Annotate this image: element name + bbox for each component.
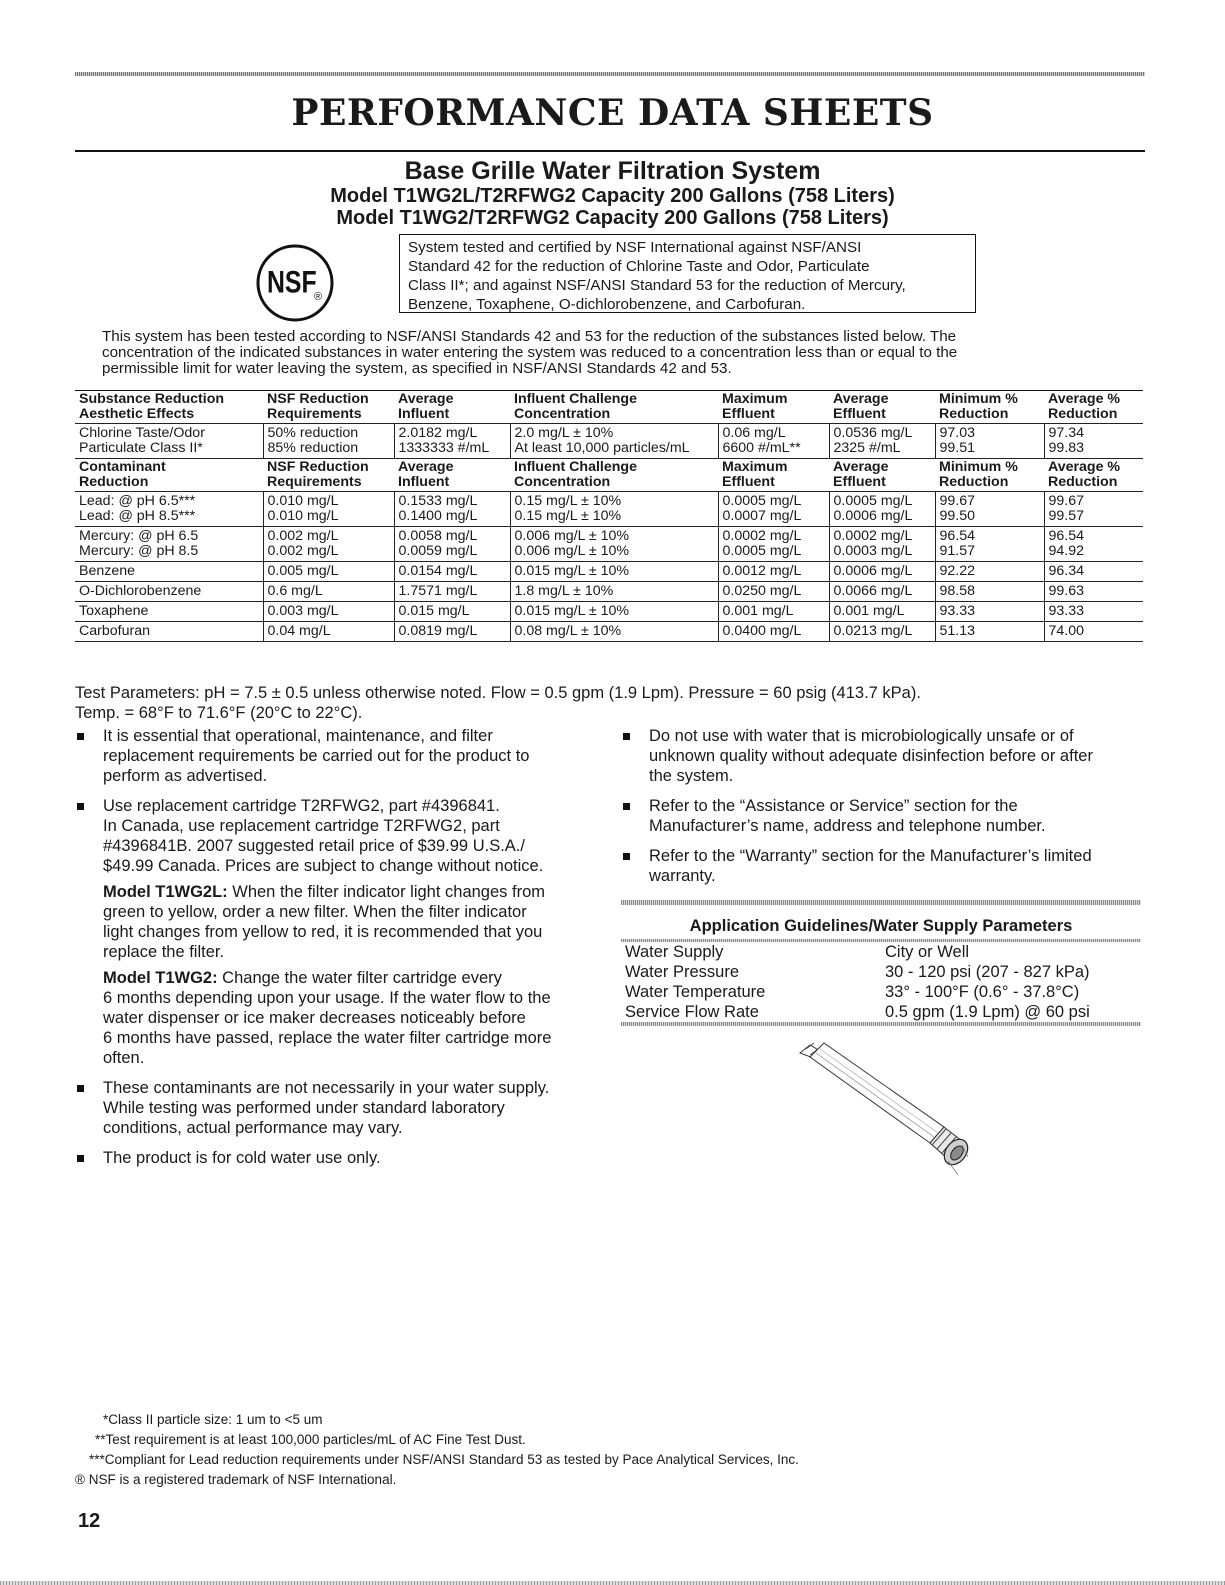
bullet-square-icon [77, 1155, 84, 1162]
certification-line: Class II*; and against NSF/ANSI Standard 53 for the reduction of Mercury, [408, 277, 906, 294]
table-cell-line: 97.03 [939, 425, 976, 441]
guideline-row [621, 982, 1141, 1002]
table-cell-line: Reduction [939, 406, 1009, 422]
table-cell-line: Particulate Class II* [79, 440, 203, 456]
table-cell [75, 527, 263, 562]
table-cell-line: O-Dichlorobenzene [79, 583, 202, 599]
table-cell [263, 492, 394, 527]
bullet-square-icon [77, 733, 84, 740]
table-cell [718, 527, 829, 562]
footnote-class-ii: *Class II particle size: 1 um to <5 um [103, 1412, 323, 1427]
table-cell [935, 459, 1044, 492]
bullet-line: While testing was performed under standard laboratory [103, 1099, 505, 1117]
bullet-item [75, 726, 595, 786]
table-cell [718, 459, 829, 492]
table-cell [75, 424, 263, 459]
certification-line: System tested and certified by NSF International against NSF/ANSI [408, 239, 862, 256]
bullet-square-icon [77, 803, 84, 810]
table-cell-line: Lead: @ pH 8.5*** [79, 508, 196, 524]
title-underline [75, 150, 1145, 152]
table-cell-line: Average [398, 391, 454, 407]
guideline-parameter: Water Temperature [625, 983, 766, 1001]
table-cell-line: Requirements [267, 474, 362, 490]
table-cell-line: 74.00 [1048, 623, 1085, 639]
certification-line: Standard 42 for the reduction of Chlorine Taste and Odor, Particulate [408, 258, 870, 275]
bullet-square-icon [623, 853, 630, 860]
table-cell-line: 85% reduction [267, 440, 359, 456]
table-cell-line: Concentration [514, 474, 611, 490]
bullet-item [75, 1078, 595, 1138]
table-cell-line: 0.005 mg/L [267, 563, 339, 579]
bullet-item [75, 796, 595, 1068]
table-cell [718, 562, 829, 582]
table-cell [1044, 602, 1143, 622]
table-cell-line: Influent [398, 406, 450, 422]
table-cell-line: 1.7571 mg/L [398, 583, 478, 599]
guideline-value: 33° - 100°F (0.6° - 37.8°C) [885, 983, 1080, 1001]
table-cell-line: 93.33 [939, 603, 976, 619]
table-cell-line: 0.04 mg/L [267, 623, 331, 639]
bullet-line: The product is for cold water use only. [103, 1149, 381, 1167]
table-cell-line: 0.0005 mg/L [833, 493, 913, 509]
table-cell [394, 562, 510, 582]
table-cell [394, 602, 510, 622]
table-cell-line: Carbofuran [79, 623, 150, 639]
table-cell [510, 492, 718, 527]
model-instruction [103, 968, 595, 1068]
table-cell-line: 0.0058 mg/L [398, 528, 478, 544]
table-cell-line: Requirements [267, 406, 362, 422]
intro-line: concentration of the indicated substances in water entering the system was reduced to a concentration less than or equal to the [102, 344, 958, 361]
table-cell-line: 0.0002 mg/L [722, 528, 802, 544]
table-cell [935, 562, 1044, 582]
guideline-row [621, 1002, 1141, 1022]
table-cell-line: Influent Challenge [514, 391, 637, 407]
table-cell [718, 602, 829, 622]
table-cell [263, 391, 394, 424]
table-row [75, 582, 1143, 602]
table-cell [1044, 527, 1143, 562]
table-cell [510, 527, 718, 562]
bullet-item [621, 726, 1141, 786]
table-cell [510, 622, 718, 642]
performance-table [75, 390, 1143, 642]
table-cell [829, 582, 935, 602]
footnote-trademark: ® NSF is a registered trademark of NSF International. [75, 1472, 397, 1487]
table-cell-line: 0.015 mg/L ± 10% [514, 563, 630, 579]
table-cell-line: 99.67 [1048, 493, 1085, 509]
guidelines-bottom-rule [621, 1022, 1141, 1026]
table-cell-line: 0.1533 mg/L [398, 493, 478, 509]
table-cell [935, 424, 1044, 459]
table-cell-line: 0.15 mg/L ± 10% [514, 508, 622, 524]
table-cell-line: 96.54 [1048, 528, 1085, 544]
intro-line: This system has been tested according to NSF/ANSI Standards 42 and 53 for the reduction of the substances listed below. The [102, 328, 957, 345]
left-bullet-list [75, 726, 595, 1178]
table-cell-line: Reduction [1048, 474, 1118, 490]
bullet-line: It is essential that operational, maintenance, and filter [103, 727, 493, 745]
model-instruction [103, 882, 595, 962]
table-cell [829, 391, 935, 424]
bullet-line: Do not use with water that is microbiologically unsafe or of [649, 727, 1074, 745]
table-cell-line: 50% reduction [267, 425, 359, 441]
table-cell-line: 0.0007 mg/L [722, 508, 802, 524]
bullet-line: conditions, actual performance may vary. [103, 1119, 403, 1137]
table-cell [263, 459, 394, 492]
bullet-line: the system. [649, 767, 734, 785]
table-cell [510, 562, 718, 582]
nsf-logo-registered-mark: ® [314, 291, 323, 303]
table-cell [263, 582, 394, 602]
bullet-line: Refer to the “Assistance or Service” section for the [649, 797, 1018, 815]
model-instruction-line: light changes from yellow to red, it is recommended that you [103, 923, 543, 941]
guidelines-table [621, 942, 1141, 1022]
test-parameters-line: Test Parameters: pH = 7.5 ± 0.5 unless otherwise noted. Flow = 0.5 gpm (1.9 Lpm). Pressure = 60 psig (413.7 kPa). [75, 684, 921, 702]
table-cell-line: 1333333 #/mL [398, 440, 490, 456]
footnote-test-requirement: **Test requirement is at least 100,000 particles/mL of AC Fine Test Dust. [95, 1432, 526, 1447]
table-cell-line: 99.50 [939, 508, 976, 524]
table-cell [263, 424, 394, 459]
table-cell-line: Maximum [722, 459, 788, 475]
table-cell [75, 562, 263, 582]
table-cell-line: 2.0 mg/L ± 10% [514, 425, 614, 441]
right-bullet-list [621, 726, 1141, 896]
bullet-line: Manufacturer’s name, address and telephone number. [649, 817, 1046, 835]
table-cell [718, 424, 829, 459]
table-cell [829, 459, 935, 492]
table-cell [510, 602, 718, 622]
table-cell-line: Toxaphene [79, 603, 149, 619]
table-cell [510, 424, 718, 459]
bullet-line: warranty. [649, 867, 716, 885]
table-cell [1044, 582, 1143, 602]
table-cell [935, 582, 1044, 602]
table-cell [394, 459, 510, 492]
bullet-line: unknown quality without adequate disinfection before or after [649, 747, 1093, 765]
table-cell [718, 582, 829, 602]
table-cell [394, 527, 510, 562]
water-filter-cartridge-illustration [780, 1035, 970, 1195]
table-cell-line: Minimum % [939, 459, 1018, 475]
table-cell [935, 602, 1044, 622]
model-instruction-line: 6 months have passed, replace the water filter cartridge more [103, 1029, 552, 1047]
model-instruction-line: often. [103, 1049, 145, 1067]
guideline-value: 30 - 120 psi (207 - 827 kPa) [885, 963, 1090, 981]
model-label: Model T1WG2: [103, 969, 218, 987]
table-cell-line: 99.63 [1048, 583, 1085, 599]
table-cell-line: 0.0005 mg/L [722, 493, 802, 509]
table-cell [829, 492, 935, 527]
table-cell-line: Average [833, 391, 889, 407]
table-cell-line: 96.54 [939, 528, 976, 544]
table-row [75, 424, 1143, 459]
table-cell [510, 582, 718, 602]
guideline-row [621, 962, 1141, 982]
table-cell [1044, 424, 1143, 459]
table-cell-line: NSF Reduction [267, 459, 369, 475]
table-cell [75, 391, 263, 424]
table-cell-line: 2.0182 mg/L [398, 425, 478, 441]
table-cell-line: 0.015 mg/L [398, 603, 470, 619]
table-cell-line: Average % [1048, 391, 1121, 407]
table-cell-line: 0.006 mg/L ± 10% [514, 528, 630, 544]
model-label: Model T1WG2L: [103, 883, 228, 901]
table-cell [75, 459, 263, 492]
table-cell-line: Effluent [722, 474, 775, 490]
table-cell [935, 622, 1044, 642]
table-cell-line: 0.0066 mg/L [833, 583, 913, 599]
nsf-logo-icon [255, 243, 335, 323]
table-cell [935, 492, 1044, 527]
table-row [75, 492, 1143, 527]
table-cell-line: 0.001 mg/L [722, 603, 794, 619]
table-cell-line: Maximum [722, 391, 788, 407]
intro-paragraph [102, 329, 1132, 377]
table-cell [829, 527, 935, 562]
table-cell-line: 0.0536 mg/L [833, 425, 913, 441]
table-cell-line: 0.0006 mg/L [833, 563, 913, 579]
table-cell-line: 51.13 [939, 623, 976, 639]
table-cell-line: Mercury: @ pH 6.5 [79, 528, 199, 544]
table-cell-line: 0.1400 mg/L [398, 508, 478, 524]
table-cell [829, 424, 935, 459]
table-cell [935, 391, 1044, 424]
table-cell-line: 96.34 [1048, 563, 1085, 579]
model-instruction-line: water dispenser or ice maker decreases noticeably before [103, 1009, 526, 1027]
table-cell-line: NSF Reduction [267, 391, 369, 407]
guideline-value: 0.5 gpm (1.9 Lpm) @ 60 psi [885, 1003, 1090, 1021]
table-cell-line: 0.0006 mg/L [833, 508, 913, 524]
table-cell-line: 99.67 [939, 493, 976, 509]
table-cell-line: Reduction [79, 474, 149, 490]
bullet-square-icon [623, 733, 630, 740]
table-cell-line: 0.001 mg/L [833, 603, 905, 619]
table-cell-line: Average [833, 459, 889, 475]
nsf-logo-text: NSF [266, 264, 317, 300]
table-cell-line: 99.51 [939, 440, 976, 456]
table-cell [263, 562, 394, 582]
table-cell-line: Reduction [939, 474, 1009, 490]
test-parameters [75, 683, 1135, 723]
table-cell [75, 582, 263, 602]
table-cell-line: 0.003 mg/L [267, 603, 339, 619]
table-cell-line: 0.0213 mg/L [833, 623, 913, 639]
table-cell-line: 94.92 [1048, 543, 1085, 559]
table-cell-line: 0.0250 mg/L [722, 583, 802, 599]
table-cell [718, 622, 829, 642]
guideline-row [621, 942, 1141, 962]
table-cell-line: 0.0002 mg/L [833, 528, 913, 544]
table-cell-line: 0.0154 mg/L [398, 563, 478, 579]
table-cell [718, 391, 829, 424]
guidelines-title: Application Guidelines/Water Supply Parameters [689, 917, 1073, 935]
guideline-parameter: Water Supply [625, 943, 724, 961]
bullet-line: replacement requirements be carried out for the product to [103, 747, 530, 765]
table-cell-line: 99.57 [1048, 508, 1085, 524]
table-cell-line: Average [398, 459, 454, 475]
table-cell-line: 0.002 mg/L [267, 543, 339, 559]
model-instruction-line: 6 months depending upon your usage. If the water flow to the [103, 989, 551, 1007]
table-cell-line: 0.006 mg/L ± 10% [514, 543, 630, 559]
model-instruction-line: replace the filter. [103, 943, 225, 961]
table-row [75, 602, 1143, 622]
table-cell-line: 92.22 [939, 563, 976, 579]
table-cell-line: Influent Challenge [514, 459, 637, 475]
model-instruction-line: Change the water filter cartridge every [217, 969, 502, 987]
table-cell [1044, 492, 1143, 527]
table-header-row [75, 459, 1143, 492]
footnote-lead-compliance: ***Compliant for Lead reduction requirements under NSF/ANSI Standard 53 as tested by Pace Analytical Services, Inc. [89, 1452, 799, 1467]
table-cell-line: Reduction [1048, 406, 1118, 422]
table-cell [394, 622, 510, 642]
table-row [75, 527, 1143, 562]
table-cell-line: Effluent [833, 474, 886, 490]
table-cell [1044, 459, 1143, 492]
table-cell [1044, 391, 1143, 424]
page-title: PERFORMANCE DATA SHEETS [291, 92, 934, 134]
table-cell-line: 98.58 [939, 583, 976, 599]
table-cell [510, 391, 718, 424]
table-cell-line: 0.002 mg/L [267, 528, 339, 544]
table-cell-line: 0.0005 mg/L [722, 543, 802, 559]
system-title: Base Grille Water Filtration System [404, 157, 821, 185]
top-dotted-rule [75, 72, 1145, 76]
table-cell-line: At least 10,000 particles/mL [514, 440, 690, 456]
table-cell-line: 0.0059 mg/L [398, 543, 478, 559]
bullet-line: Use replacement cartridge T2RFWG2, part #4396841. [103, 797, 500, 815]
footnotes [75, 1410, 799, 1490]
table-cell-line: Benzene [79, 563, 136, 579]
table-cell-line: Effluent [722, 406, 775, 422]
table-cell-line: 0.015 mg/L ± 10% [514, 603, 630, 619]
table-cell-line: 1.8 mg/L ± 10% [514, 583, 614, 599]
table-cell-line: Mercury: @ pH 8.5 [79, 543, 199, 559]
model-line-1: Model T1WG2L/T2RFWG2 Capacity 200 Gallons (758 Liters) [330, 185, 895, 207]
table-cell-line: 0.0819 mg/L [398, 623, 478, 639]
application-guidelines [621, 900, 1141, 1026]
table-cell [263, 622, 394, 642]
intro-line: permissible limit for water leaving the system, as specified in NSF/ANSI Standards 42 and 53. [102, 360, 732, 377]
table-cell [510, 459, 718, 492]
table-cell-line: 0.010 mg/L [267, 493, 339, 509]
table-cell-line: Minimum % [939, 391, 1018, 407]
page-number: 12 [78, 1510, 101, 1532]
table-cell [75, 492, 263, 527]
bullet-line: In Canada, use replacement cartridge T2RFWG2, part [103, 817, 500, 835]
model-instruction-line: When the filter indicator light changes from [227, 883, 545, 901]
table-cell-line: 93.33 [1048, 603, 1085, 619]
table-cell-line: Effluent [833, 406, 886, 422]
table-cell-line: Influent [398, 474, 450, 490]
guideline-parameter: Service Flow Rate [625, 1003, 759, 1021]
table-cell [718, 492, 829, 527]
bullet-square-icon [77, 1085, 84, 1092]
table-cell-line: 97.34 [1048, 425, 1085, 441]
table-row [75, 622, 1143, 642]
table-cell-line: 0.0003 mg/L [833, 543, 913, 559]
bullet-square-icon [623, 803, 630, 810]
table-cell-line: 2325 #/mL [833, 440, 901, 456]
certification-line: Benzene, Toxaphene, O-dichlorobenzene, and Carbofuran. [408, 296, 806, 313]
table-cell [935, 527, 1044, 562]
table-cell [394, 492, 510, 527]
table-cell-line: 0.08 mg/L ± 10% [514, 623, 622, 639]
model-instruction-line: green to yellow, order a new filter. When the filter indicator [103, 903, 527, 921]
table-cell [394, 391, 510, 424]
model-line-2: Model T1WG2/T2RFWG2 Capacity 200 Gallons (758 Liters) [336, 207, 889, 229]
table-cell-line: 6600 #/mL** [722, 440, 801, 456]
table-cell-line: 99.83 [1048, 440, 1085, 456]
bullet-line: $49.99 Canada. Prices are subject to change without notice. [103, 857, 544, 875]
table-cell [394, 582, 510, 602]
bullet-line: perform as advertised. [103, 767, 268, 785]
bullet-item [621, 846, 1141, 886]
table-cell-line: Aesthetic Effects [79, 406, 195, 422]
table-cell [75, 602, 263, 622]
table-cell [829, 622, 935, 642]
bullet-item [621, 796, 1141, 836]
table-cell-line: 0.0012 mg/L [722, 563, 802, 579]
table-cell [829, 602, 935, 622]
bottom-dotted-edge [0, 1581, 1225, 1585]
table-cell-line: 0.06 mg/L [722, 425, 786, 441]
certification-box [399, 234, 976, 313]
table-cell-line: Substance Reduction [79, 391, 225, 407]
table-header-row [75, 391, 1143, 424]
table-cell-line: Lead: @ pH 6.5*** [79, 493, 196, 509]
table-cell [263, 602, 394, 622]
table-cell-line: 0.6 mg/L [267, 583, 323, 599]
guideline-parameter: Water Pressure [625, 963, 740, 981]
test-parameters-line: Temp. = 68°F to 71.6°F (20°C to 22°C). [75, 704, 363, 722]
table-cell [829, 562, 935, 582]
table-cell [75, 622, 263, 642]
table-cell [263, 527, 394, 562]
table-cell [1044, 562, 1143, 582]
bullet-line: Refer to the “Warranty” section for the Manufacturer’s limited [649, 847, 1092, 865]
table-cell-line: 0.0400 mg/L [722, 623, 802, 639]
table-cell [1044, 622, 1143, 642]
bullet-line: #4396841B. 2007 suggested retail price of $39.99 U.S.A./ [103, 837, 525, 855]
table-cell-line: 91.57 [939, 543, 976, 559]
bullet-item [75, 1148, 595, 1168]
table-cell-line: 0.15 mg/L ± 10% [514, 493, 622, 509]
table-cell [394, 424, 510, 459]
table-cell-line: Contaminant [79, 459, 166, 475]
guideline-value: City or Well [885, 943, 970, 961]
table-row [75, 562, 1143, 582]
table-cell-line: 0.010 mg/L [267, 508, 339, 524]
table-cell-line: Concentration [514, 406, 611, 422]
bullet-line: These contaminants are not necessarily in your water supply. [103, 1079, 550, 1097]
table-cell-line: Chlorine Taste/Odor [79, 425, 205, 441]
table-cell-line: Average % [1048, 459, 1121, 475]
